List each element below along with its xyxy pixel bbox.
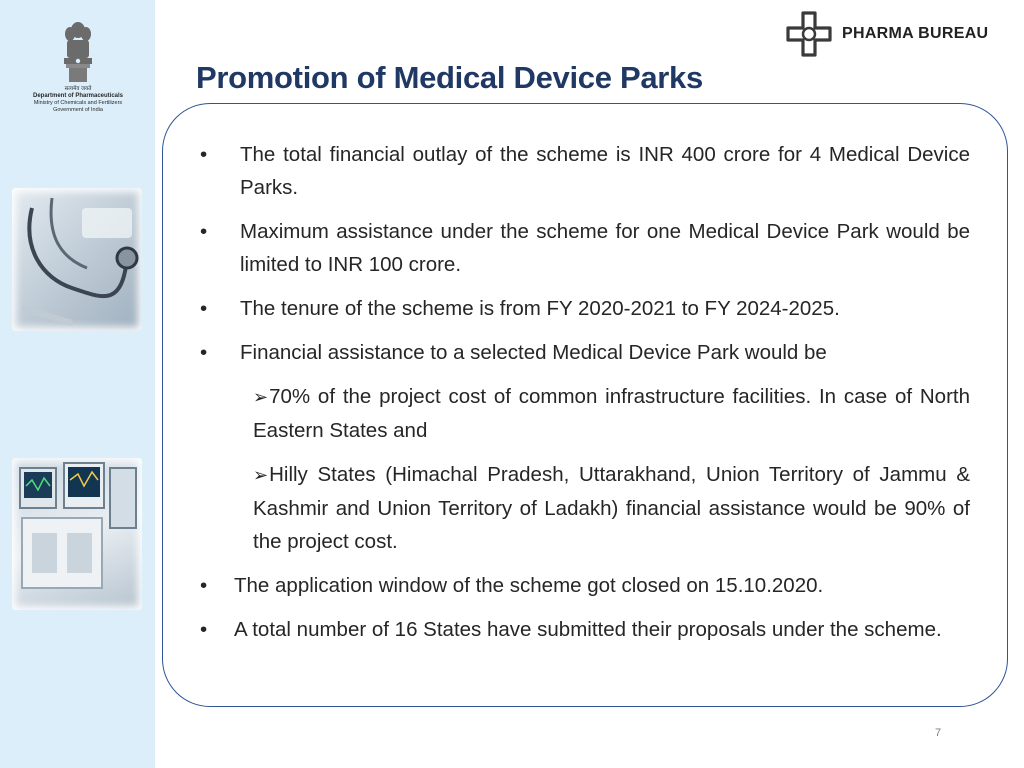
medical-equipment-photo <box>12 458 142 610</box>
arrow-bullet-icon: ➢ <box>253 465 269 485</box>
logo-text: PHARMA BUREAU <box>842 25 989 42</box>
list-item <box>196 613 970 646</box>
list-item <box>196 569 970 602</box>
bullet-icon: • <box>200 143 208 166</box>
bullet-icon: • <box>200 574 208 597</box>
bullet-icon: • <box>200 618 208 641</box>
government-name: Government of India <box>53 107 103 113</box>
list-item-text: The tenure of the scheme is from FY 2020-2021 to FY 2024-2025. <box>240 297 840 320</box>
content-list <box>196 138 970 657</box>
list-item <box>196 215 970 281</box>
list-item-text: A total number of 16 States have submitted their proposals under the scheme. <box>234 618 942 641</box>
arrow-bullet-icon: ➢ <box>253 387 269 407</box>
department-name: Department of Pharmaceuticals <box>32 93 124 99</box>
sub-list-item-text: Hilly States (Himachal Pradesh, Uttarakhand, Union Territory of Jammu & Kashmir and Union Territory of Ladakh) financial assistance would be 90% of the project cost. <box>253 463 970 553</box>
national-emblem-icon <box>61 18 95 86</box>
bullet-icon: • <box>200 220 208 243</box>
left-sidebar <box>0 0 155 768</box>
pharma-bureau-logo-icon <box>784 9 834 59</box>
list-item <box>196 292 970 325</box>
list-item <box>196 336 970 369</box>
sub-list-item <box>196 458 970 558</box>
government-emblem-block <box>28 18 128 114</box>
list-item-text: Financial assistance to a selected Medical Device Park would be <box>240 341 827 364</box>
list-item-text: Maximum assistance under the scheme for one Medical Device Park would be limited to INR 100 crore. <box>240 220 970 276</box>
list-item <box>196 138 970 204</box>
bullet-icon: • <box>200 341 208 364</box>
list-item-text: The total financial outlay of the scheme is INR 400 crore for 4 Medical Device Parks. <box>240 143 970 199</box>
ministry-name: Ministry of Chemicals and Fertilizers <box>33 100 123 106</box>
page-number: 7 <box>935 727 942 739</box>
sub-list-item <box>196 380 970 447</box>
stethoscope-photo <box>12 188 142 331</box>
list-item-text: The application window of the scheme got closed on 15.10.2020. <box>234 574 824 597</box>
emblem-motto: सत्यमेव जयते <box>64 86 92 92</box>
bullet-icon: • <box>200 297 208 320</box>
page-title: Promotion of Medical Device Parks <box>196 60 703 95</box>
pharma-bureau-logo <box>784 8 988 60</box>
sub-list-item-text: 70% of the project cost of common infrastructure facilities. In case of North Eastern States and <box>253 385 970 442</box>
